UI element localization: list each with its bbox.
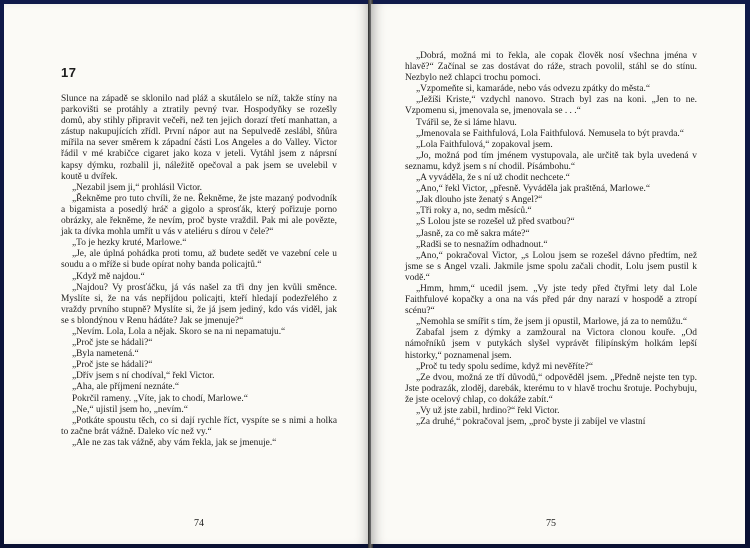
left-page [4,4,370,544]
paragraph: „Proč tu tedy spolu sedíme, když mi nevěříte?“ [416,361,594,372]
paragraph: „Ano,“ pokračoval Victor, „s Lolou jsem se rozešel dávno předtím, než jsme se s Angel vzali. Jakmile jsme spolu začali chodit, Lolu jsem pustil k vodě.“ [405,250,697,283]
chapter-number: 17 [61,65,77,80]
paragraph: Tvářil se, že si láme hlavu. [416,117,517,128]
paragraph: „To je hezky kruté, Marlowe.“ [72,238,187,249]
paragraph: „Ano,“ řekl Victor, „přesně. Vyváděla jak praštěná, Marlowe.“ [416,184,651,195]
paragraph: „Jak dlouho jste ženatý s Angel?“ [416,195,543,206]
paragraph: „Proč jste se hádali?“ [72,360,153,371]
right-page-text [405,51,697,428]
paragraph: „Ne,“ ujistil jsem ho, „nevím.“ [72,404,188,415]
paragraph: Pokrčil rameny. „Víte, jak to chodí, Marlowe.“ [72,393,248,404]
paragraph: „Jmenovala se Faithfulová, Lola Faithfulová. Nemusela to být pravda.“ [416,128,684,139]
paragraph: „Jo, možná pod tím jménem vystupovala, ale určitě tak byla uvedená v seznamu, když jsem s ní chodil. Písámbohu.“ [405,150,697,172]
paragraph: „Dobrá, možná mi to řekla, ale copak člověk nosí všechna jména v hlavě?“ Začínal se zas dostávat do ráže, strach povolil, stáhl se do stínu. Nezbylo než chlapci trochu pomoci. [405,51,697,84]
paragraph: „Vzpomeňte si, kamaráde, nebo vás odvezu zpátky do města.“ [416,84,651,95]
paragraph: Zabafal jsem z dýmky a zamžoural na Victora clonou kouře. „Od námořníků jsem v putykách slyšel vyprávět filipínským holkám lepší historky,“ poznamenal jsem. [405,328,697,361]
left-page-text [61,94,337,449]
paragraph: „Byla nametená.“ [72,349,139,360]
paragraph: „Vy už jste zabil, hrdino?“ řekl Victor. [416,406,560,416]
paragraph: „Najdou? Vy prosťáčku, já vás našel za tři dny jen kvůli směnce. Myslíte si, že na vás nepřijdou policajti, kteří hledají podezřelého z vraždy prvního stupně? Myslíte si, že já jsem jediný, kdo vás viděl, jak se s blondýnou v Renu hádáte? Jak se jmenuje?“ [61,282,337,326]
paragraph: „Tři roky a, no, sedm měsíců.“ [416,206,532,217]
paragraph: „Je, ale úplná pohádka proti tomu, až budete sedět ve vazební cele u soudu a o mříže si bude opírat nohy banda policajtů.“ [61,249,337,271]
paragraph: „Ze dvou, možná ze tří důvodů,“ odpověděl jsem. „Předně nejste ten typ. Jste podrazák, zloděj, darebák, kterému to v hlavě trochu šrotuje. Pochybuju, že jste ocelový chlap, co dokáže zabít.“ [405,372,697,405]
paragraph: „Jasně, za co mě sakra máte?“ [416,228,530,239]
page-number: 75 [546,518,556,529]
paragraph: „A vyváděla, že s ní už chodit nechcete.“ [416,173,570,184]
paragraph: „Nezabil jsem ji,“ prohlásil Victor. [72,182,202,193]
paragraph: Slunce na západě se sklonilo nad pláž a skutálelo se níž, takže stíny na parkovišti se protáhly a ztratily pevný tvar. Hospodyňky se rozešly domů, aby stihly připravit večeři, než ten jejich dorazí třetí manhattan, a zástup nakupujících zřídl. První nápor aut na Sepulvedě zeslábl, šňůra mířila na sever směrem k západní části Los Angeles a do Valley. Victor řádil v mé krabičce cigaret jako koza v jeteli. Vytáhl jsem z náprsní kapsy dýmku, rozbalil ji, náležitě opečoval a pak jsem se uvelebil v koutě u dvířek. [61,94,337,182]
paragraph: „Radši se to nesnažím odhadnout.“ [416,239,548,250]
page-number: 74 [194,518,204,529]
paragraph: „Řekněme pro tuto chvíli, že ne. Řekněme, že jste mazaný podvodník a bigamista a posedlý hráč a gigolo a sprosťák, který pořizuje porno obrázky, ale řekněme, že nevím, proč byste vraždil. Pak mi ale povězte, jak ta dívka mohla umřít u vás v ateliéru s dírou v čele?“ [61,193,337,238]
paragraph: „S Lolou jste se rozešel už před svatbou?“ [416,217,575,228]
paragraph: „Nemohla se smířit s tím, že jsem ji opustil, Marlowe, já za to nemůžu.“ [416,317,688,328]
paragraph: „Nevím. Lola, Lola a nějak. Skoro se na ni nepamatuju.“ [72,326,286,337]
paragraph: „Dřív jsem s ní chodíval,“ řekl Victor. [72,371,215,382]
paragraph: „Za druhé,“ pokračoval jsem, „proč byste ji zabíjel ve vlastní [416,417,646,428]
right-page [371,4,745,544]
paragraph: „Ježíši Kriste,“ vzdychl nanovo. Strach byl zas na koni. „Jen to ne. Vzpomenu si, jmenovala se, jmenovala se . . .“ [405,95,697,117]
paragraph: „Aha, ale příjmení neznáte.“ [72,382,179,393]
paragraph: „Když mě najdou.“ [72,271,145,282]
paragraph: „Potkáte spoustu těch, co si dají rychle říct, vyspíte se s nimi a holka to začne brát vážně. Daleko víc než vy.“ [61,415,337,437]
paragraph: „Ale ne zas tak vážně, aby vám řekla, jak se jmenuje.“ [72,437,277,448]
paragraph: „Proč jste se hádali?“ [72,338,153,349]
paragraph: „Lola Faithfulová,“ zopakoval jsem. [416,139,553,150]
paragraph: „Hmm, hmm,“ ucedil jsem. „Vy jste tedy před čtyřmi lety dal Lole Faithfulové kopačky a ona na vás před pár dny narazí v hospodě a ztropí scénu?“ [405,283,697,317]
